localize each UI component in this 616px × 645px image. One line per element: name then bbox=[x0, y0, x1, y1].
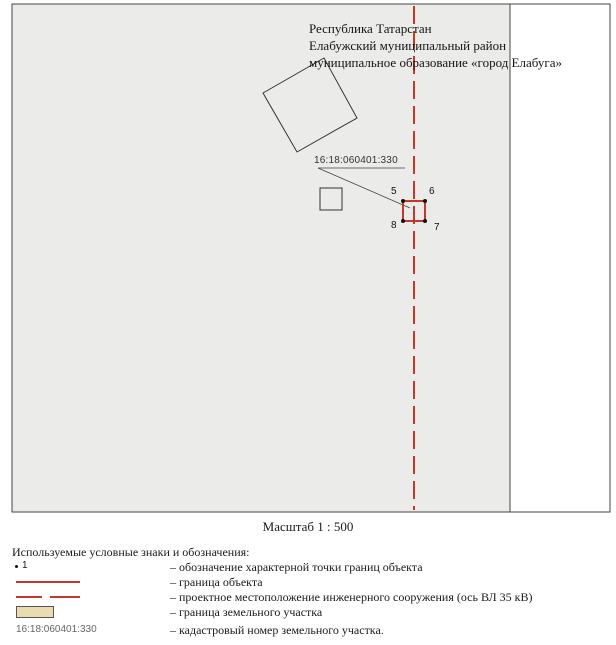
point-8-label: 8 bbox=[391, 220, 397, 231]
point-6-marker bbox=[423, 199, 427, 203]
dashed-red-line-icon-segment bbox=[50, 596, 80, 598]
solid-red-line-icon bbox=[16, 581, 80, 583]
legend-text-power-line: – проектное местоположение инженерного сооружения (ось ВЛ 35 кВ) bbox=[170, 590, 533, 604]
header-republic: Республика Татарстан bbox=[309, 21, 432, 36]
point-6-label: 6 bbox=[429, 186, 435, 197]
legend-symbol-power-line bbox=[12, 589, 142, 605]
legend-title: Используемые условные знаки и обозначения: bbox=[12, 545, 250, 559]
legend-symbol-object-boundary bbox=[12, 574, 142, 590]
legend-text-cadastral: – кадастровый номер земельного участка. bbox=[170, 623, 384, 637]
header-district: Елабужский муниципальный район bbox=[309, 38, 507, 53]
point-7-marker bbox=[423, 219, 427, 223]
legend-symbol-parcel bbox=[12, 604, 142, 620]
legend-row-power-line bbox=[12, 589, 612, 605]
point-5-marker bbox=[401, 199, 405, 203]
legend-row-parcel bbox=[12, 604, 612, 620]
point-7-label: 7 bbox=[434, 222, 440, 233]
point-8-marker bbox=[401, 219, 405, 223]
legend-cadastral-sample: 16:18:060401:330 bbox=[16, 624, 97, 635]
point-5-label: 5 bbox=[391, 186, 397, 197]
map-right-margin bbox=[510, 4, 610, 512]
legend-symbol-point bbox=[12, 559, 142, 575]
legend-text-object-boundary: – граница объекта bbox=[170, 575, 263, 589]
map-scale: Масштаб 1 : 500 bbox=[262, 519, 354, 534]
map-background bbox=[12, 4, 510, 512]
header-municipality: муниципальное образование «город Елабуга» bbox=[309, 55, 562, 70]
legend-row-object-boundary bbox=[12, 574, 612, 590]
legend-text-point: – обозначение характерной точки границ объекта bbox=[170, 560, 423, 574]
cadastral-number-label: 16:18:060401:330 bbox=[314, 155, 398, 166]
map-header bbox=[309, 20, 562, 71]
legend-point-sample: 1 bbox=[22, 560, 28, 571]
legend-text-parcel: – граница земельного участка bbox=[170, 605, 323, 619]
legend-row-point bbox=[12, 559, 612, 575]
point-dot-icon bbox=[15, 565, 18, 568]
dashed-red-line-icon bbox=[16, 596, 42, 598]
parcel-fill-icon bbox=[16, 606, 54, 618]
legend-row-cadastral bbox=[12, 622, 612, 638]
legend-symbol-cadastral bbox=[12, 622, 142, 638]
